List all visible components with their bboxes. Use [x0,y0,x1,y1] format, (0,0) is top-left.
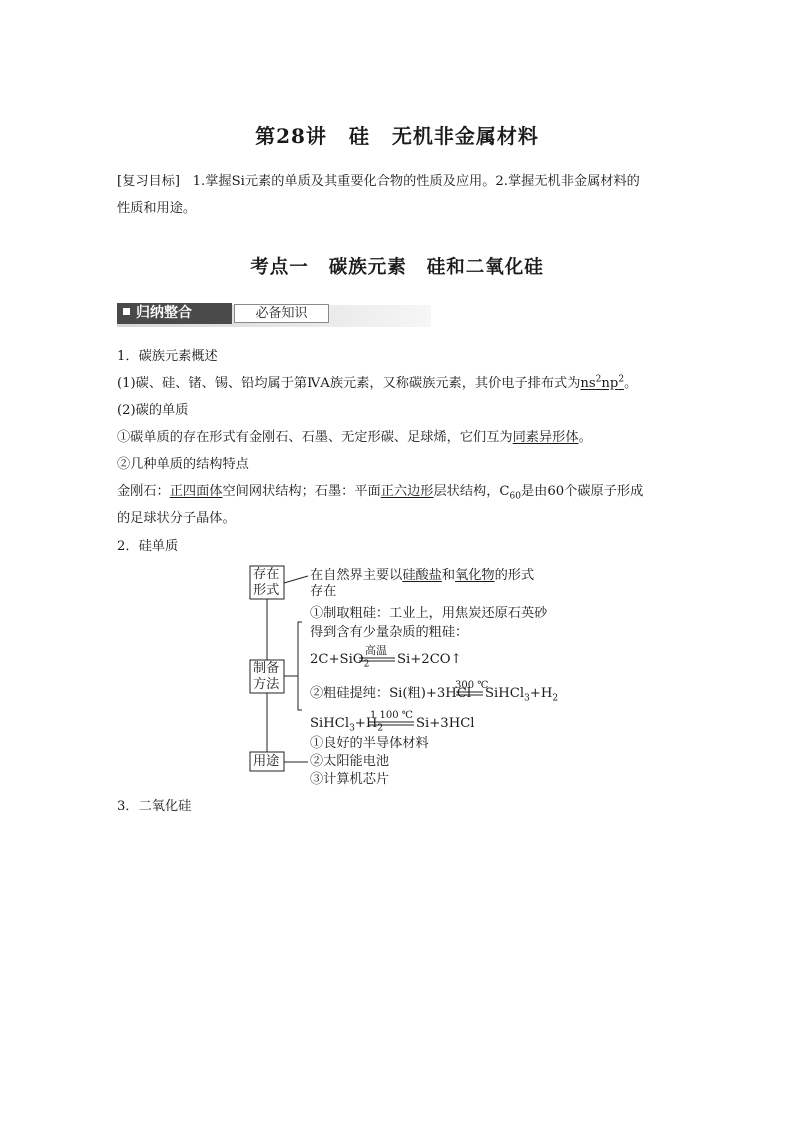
review-goals-line-2: 性质和用途。 [117,201,197,216]
eq1-left-text: 2C+SiO [310,652,364,667]
section-1-paragraph-4: ②几种单质的结构特点 [117,457,249,472]
box-prep-line-2: 方法 [253,677,280,692]
box-use: 用途 [253,754,280,769]
exist-answer-2: 氧化物 [455,568,495,583]
eq3-left-text-2: +H [354,716,378,731]
prep-line-1: ①制取粗硅：工业上，用焦炭还原石英砂 [310,606,548,621]
eq3-left-sub-2: 2 [377,723,384,734]
banner-light-tab: 必备知识 [234,304,329,323]
eq1-left [310,651,369,668]
eq2-left: ②粗硅提纯：Si(粗)+3HCl [310,686,472,701]
exist-end: 的形式 [494,568,535,583]
p5-answer-2: 正六边形 [380,484,434,499]
use-line-2: ②太阳能电池 [310,754,390,769]
p5-text-c: 层状结构，C [433,484,510,499]
box-exist-line-1: 存在 [253,567,280,582]
review-text-1: 1.掌握Si元素的单质及其重要化合物的性质及应用。2.掌握无机非金属材料的 [192,174,640,189]
p1-answer-np: np [601,376,619,391]
subtitle-part-2: 碳族元素 [328,257,407,278]
eq3-left-text: SiHCl [310,716,350,731]
p3-answer: 同素异形体 [512,430,579,445]
eq1-left-sub: 2 [363,659,370,670]
p5-text-b: 空间网状结构；石墨：平面 [222,484,381,499]
section-banner [117,303,431,327]
section-2-heading: 2．硅单质 [117,539,179,554]
use-line-1: ①良好的半导体材料 [310,736,429,751]
exist-and: 和 [441,568,456,583]
section-1-paragraph-6: 的足球状分子晶体。 [117,511,236,526]
subtitle-part-1: 考点一 [250,257,309,278]
eq3-condition: 1 100 ℃ [370,710,413,721]
p1-answer-ns: ns [580,376,596,391]
section-3-heading: 3．二氧化硅 [117,799,192,814]
review-goals-line-1 [117,172,640,192]
p1-answer [580,376,624,391]
prep-line-2: 得到含有少量杂质的粗硅： [310,625,469,640]
section-1-paragraph-5 [117,482,643,502]
box-exist-line-2: 形式 [253,583,280,598]
section-1-paragraph-1 [117,374,637,394]
section-subtitle [0,253,794,279]
review-tag: [复习目标] [117,174,181,189]
lecture-number: 第28讲 [255,124,327,148]
p5-subscript: 60 [509,491,521,502]
p3-end: 。 [578,430,592,445]
p5-text-d: 是由60个碳原子形成 [520,484,644,499]
eq2-condition: 300 ℃ [455,680,489,691]
square-icon [123,308,130,315]
eq2-right [485,685,558,702]
section-1-paragraph-2: (2)碳的单质 [117,403,189,418]
box-prep-line-1: 制备 [253,661,280,676]
eq3-left [310,715,383,732]
exist-line-1 [310,567,534,584]
subtitle-part-3: 硅和二氧化硅 [426,257,544,278]
section-1-heading: 1．碳族元素概述 [117,349,218,364]
exist-line-2: 存在 [310,584,337,599]
p3-text: ①碳单质的存在形式有金刚石、石墨、无定形碳、足球烯，它们互为 [117,430,513,445]
exist-text: 在自然界主要以 [310,568,403,583]
page-title [0,120,794,149]
exist-answer-1: 硅酸盐 [402,568,442,583]
title-topic-2: 无机非金属材料 [391,124,539,148]
p5-text-a: 金刚石： [117,484,170,499]
eq3-left-sub: 3 [349,723,355,734]
eq2-right-sub: 3 [524,693,530,704]
eq3-right: Si+3HCl [416,716,475,731]
p1-text: (1)碳、硅、锗、锡、铅均属于第ⅣA族元素，又称碳族元素，其价电子排布式为 [117,376,581,391]
banner-dark-label: 归纳整合 [136,305,192,321]
use-line-3: ③计算机芯片 [310,772,390,787]
p1-end: 。 [624,376,638,391]
eq2-right-sub-2: 2 [552,693,559,704]
section-1-paragraph-3 [117,428,592,448]
p1-answer-sup-2: 2 [618,374,625,385]
p5-answer-1: 正四面体 [169,484,223,499]
eq1-condition: 高温 [365,644,387,657]
eq2-right-text-2: +H [529,686,553,701]
silicon-diagram [240,562,560,787]
title-topic-1: 硅 [348,124,370,148]
banner-dark-tab [117,303,232,324]
p1-answer-sup-1: 2 [595,374,602,385]
eq2-right-text: SiHCl [485,686,525,701]
eq1-right: Si+2CO↑ [397,652,462,667]
